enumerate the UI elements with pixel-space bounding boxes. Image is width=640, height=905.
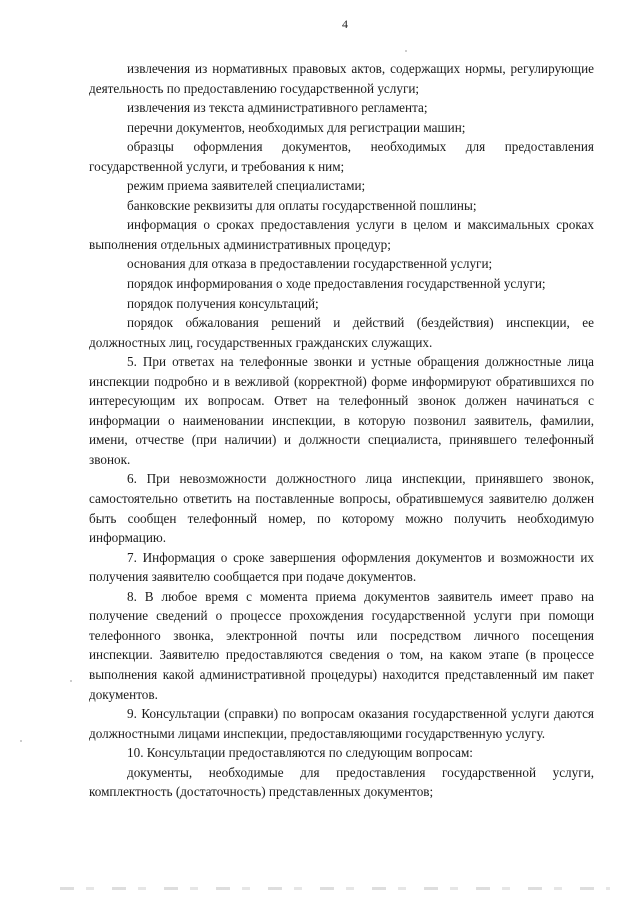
paragraph: основания для отказа в предоставлении государственной услуги; xyxy=(127,256,493,272)
paragraph: порядок получения консультаций; xyxy=(127,295,319,311)
page-number: 4 xyxy=(342,17,348,31)
paragraph-item-8: 8. В любое время с момента приема документов заявитель имеет право на получение сведений о процессе прохождения государственной услуги при помощи телефонного звонка, электронной почты или посредством личного посещения инспекции. Заявителю предоставляются сведения о том, на каком этапе (в процессе выполнения какой административной процедуры) находится представленный им пакет документов. xyxy=(89,588,594,702)
paragraph: банковские реквизиты для оплаты государственной пошлины; xyxy=(127,197,477,213)
paragraph: порядок обжалования решений и действий (бездействия) инспекции, ее должностных лиц, государственных гражданских служащих. xyxy=(89,315,594,350)
paragraph: образцы оформления документов, необходимых для предоставления государственной услуги, и требования к ним; xyxy=(89,139,594,174)
paragraph: извлечения из нормативных правовых актов, содержащих нормы, регулирующие деятельность по предоставлению государственной услуги; xyxy=(89,61,594,96)
paragraph-item-7: 7. Информация о сроке завершения оформления документов и возможности их получения заявителю сообщается при подаче документов. xyxy=(89,549,594,585)
paragraph-item-10: 10. Консультации предоставляются по следующим вопросам: xyxy=(127,745,473,761)
paragraph: информация о сроках предоставления услуги в целом и максимальных сроках выполнения отдельных административных процедур; xyxy=(89,217,594,252)
paragraph: порядок информирования о ходе предоставления государственной услуги; xyxy=(127,276,546,292)
paragraph: документы, необходимые для предоставления государственной услуги, комплектность (достаточность) представленных документов; xyxy=(89,764,594,800)
paragraph-item-9: 9. Консультации (справки) по вопросам оказания государственной услуги даются должностными лицами инспекции, предоставляющими государственную услугу. xyxy=(89,706,594,741)
scan-edge-artifact xyxy=(60,887,610,890)
paragraph: извлечения из текста административного регламента; xyxy=(127,100,428,116)
paragraph: режим приема заявителей специалистами; xyxy=(127,178,366,194)
scan-speck xyxy=(20,740,22,742)
paragraph-item-5: 5. При ответах на телефонные звонки и устные обращения должностные лица инспекции подробно и в вежливой (корректной) форме информируют обратившихся по интересующим их вопросам. Ответ на телефонный звонок должен начинаться с информации о наименовании инспекции, в которую позвонил заявитель, фамилии, имени, отчестве (при наличии) и должности специалиста, принявшего телефонный звонок. xyxy=(89,354,594,467)
paragraph: перечни документов, необходимых для регистрации машин; xyxy=(127,119,466,135)
document-body xyxy=(89,59,594,802)
scan-speck xyxy=(70,680,72,682)
scan-speck xyxy=(405,50,407,52)
paragraph-item-6: 6. При невозможности должностного лица инспекции, принявшего звонок, самостоятельно ответить на поставленные вопросы, обратившемуся заявителю должен быть сообщен телефонный номер, по которому можно получить необходимую информацию. xyxy=(89,471,594,546)
